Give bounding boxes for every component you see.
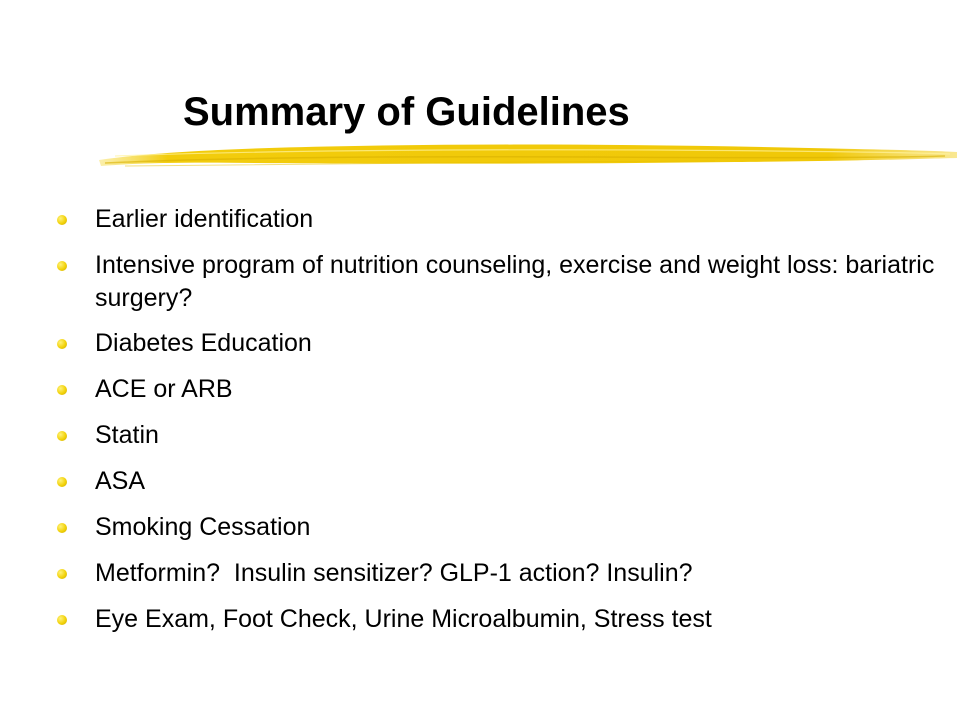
yellow-dot-icon: [57, 477, 67, 487]
bullet-item: [57, 203, 937, 236]
bullet-text: Smoking Cessation: [95, 513, 311, 541]
yellow-dot-icon: [57, 431, 67, 441]
bullet-text: Metformin? Insulin sensitizer? GLP-1 action? Insulin?: [95, 559, 693, 587]
yellow-dot-icon: [57, 569, 67, 579]
yellow-dot-icon: [57, 615, 67, 625]
bullet-item: [57, 603, 937, 636]
yellow-dot-icon: [57, 261, 67, 271]
bullet-item: [57, 249, 937, 315]
bullet-item: [57, 465, 937, 498]
yellow-dot-icon: [57, 339, 67, 349]
bullet-text: Diabetes Education: [95, 329, 312, 357]
bullet-text: ASA: [95, 467, 146, 495]
bullet-text: Statin: [95, 421, 159, 449]
title-underline-brush-stroke: [95, 136, 960, 176]
bullet-text: Earlier identification: [95, 205, 314, 233]
bullet-item: [57, 327, 937, 360]
bullet-item: [57, 511, 937, 544]
bullet-text: ACE or ARB: [95, 375, 233, 403]
bullet-item: [57, 557, 937, 590]
yellow-dot-icon: [57, 385, 67, 395]
yellow-dot-icon: [57, 523, 67, 533]
slide-title: Summary of Guidelines: [183, 90, 630, 134]
bullet-text: Eye Exam, Foot Check, Urine Microalbumin, Stress test: [95, 605, 712, 633]
bullet-text: Intensive program of nutrition counseling, exercise and weight loss: bariatric surgery?: [95, 251, 935, 312]
yellow-dot-icon: [57, 215, 67, 225]
bullet-item: [57, 419, 937, 452]
bullet-item: [57, 373, 937, 406]
bullet-list: [57, 203, 937, 649]
